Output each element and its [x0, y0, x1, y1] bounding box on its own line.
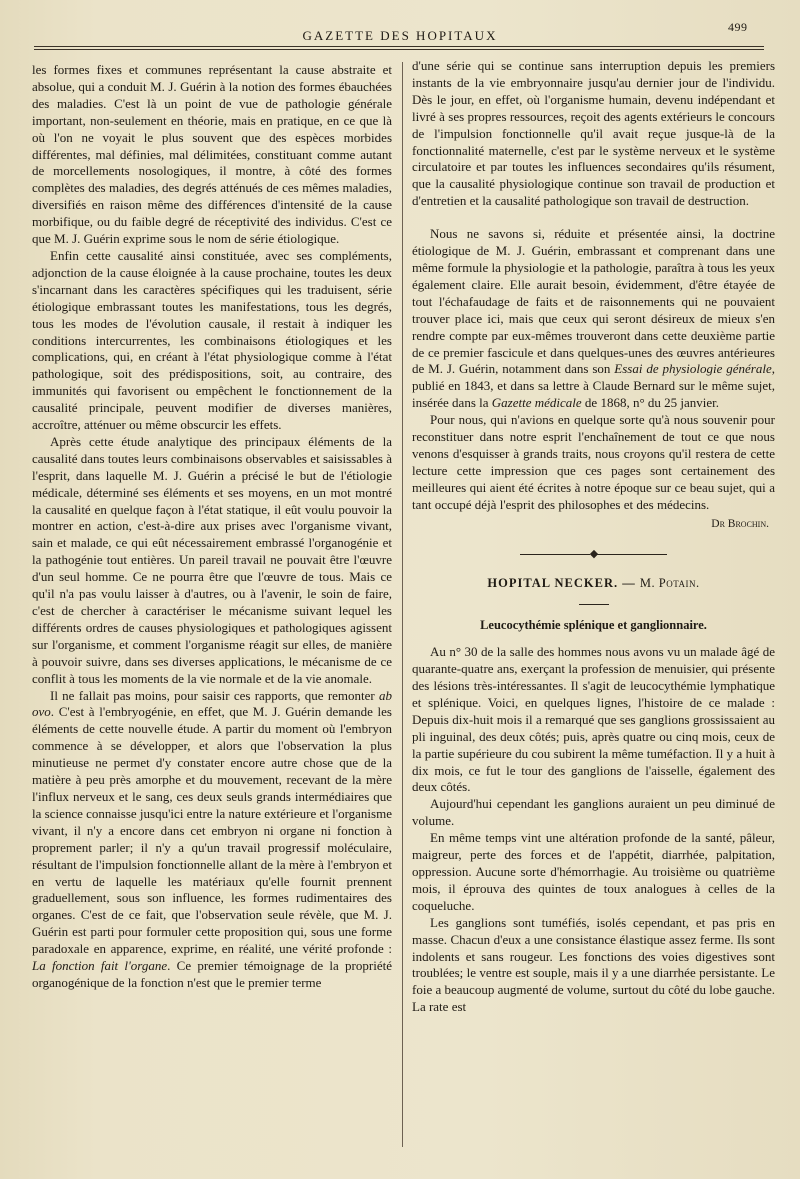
article-subheading: Leucocythémie splénique et ganglionnaire. [480, 618, 707, 633]
section-title [412, 575, 775, 592]
ornament-line [520, 554, 590, 555]
section-title-text: HOPITAL NECKER. — [487, 576, 640, 591]
paragraph: d'une série qui se continue sans interruption depuis les premiers instants de la vie embryonnaire jusqu'au dernier jour de l'individu. Dès le jour, en effet, où l'organisme humain, devenu indépendant et livré à ses propres ressources, reçoit des agents extérieurs le concours de l'impulsion fonctionnelle qu'il avait reçue jusque-là de la fonctionnalité maternelle, c'est par le système nerveux et le système circulatoire et par toutes les influences secondaires qu'ils résument, que la causalité physiologique continue son travail de production et d'entretien et la causalité pathologique son travail de destruction. [412, 58, 775, 209]
paragraph: Au n° 30 de la salle des hommes nous avons vu un malade âgé de quarante-quatre ans, exerçant la profession de menuisier, qui présente des lésions très-intéressantes. Il s'agit de leucocythémie lymphatique et splénique. Voici, en quelques lignes, l'histoire de ce malade : Depuis dix-huit mois il a remarqué que ses ganglions grossissaient au pli inguinal, des deux côtés; puis, après quatre ou cinq mois, ceux de la partie supérieure du cou subirent la même tuméfaction. Il y a huit à dix mois, ce fut le tour des ganglions de l'aisselle, également des deux côtés. [412, 644, 775, 795]
paragraph: En même temps vint une altération profonde de la santé, pâleur, maigreur, perte des forces et de l'appétit, diarrhée, palpitation, oppression. Aucune sorte d'hémorrhagie. Au troisième ou quatrième mois, il éprouva des quintes de toux analogues à celles de la coqueluche. [412, 830, 775, 913]
italic-phrase: Essai de physiologie générale [614, 361, 772, 377]
right-column [412, 58, 775, 1016]
paragraph-text: Nous ne savons si, réduite et présentée ainsi, la doctrine étiologique de M. J. Guérin, embrassant et comprenant dans une même formule la physiologie et la pathologie, paraîtra à tous les yeux également claire. Elle aurait besoin, évidemment, d'être étayée de tout l'échafaudage de faits et de raisonnements qui ne pouvaient trouver place ici, mais que ceux qui seront désireux de mieux s'en rendre compte par eux-mêmes trouveront dans cette deuxième partie de ce premier fascicule et dans quelques-unes des œuvres antérieures de M. J. Guérin, notamment dans son [412, 226, 775, 377]
paragraph [412, 226, 775, 412]
paragraph [32, 688, 392, 992]
column-divider [402, 62, 403, 1147]
paragraph: les formes fixes et communes représentant la cause abstraite et absolue, qui a conduit M. J. Guérin à la notion des formes ébauchées des maladies. C'est là un point de vue de pathologie générale important, non-seulement en théorie, mais en pratique, en ce que là où l'on ne voyait le plus souvent que des espèces morbides différentes, mal définies, mal délimitées, constituant comme autant de morcellements nosologiques, il montre, à côté des formes complètes des maladies, des degrés atténués de ces mêmes maladies, diversifiés en raison même des différences d'intensité de la cause morbifique, ou du faible degré de réceptivité des individus. C'est ce que M. J. Guérin exprime sous le nom de série étiologique. [32, 62, 392, 247]
paragraph-text: Il ne fallait pas moins, pour saisir ces rapports, que remonter [50, 687, 375, 703]
paragraph-text: . Ce premier témoignage de la propriété organogénique de la fonction n'est que le premier terme [32, 958, 392, 990]
author-signature: Dr Brochin. [711, 517, 769, 530]
paragraph: Enfin cette causalité ainsi constituée, avec ses compléments, adjonction de la cause éloignée à la cause prochaine, toutes les deux s'incarnant dans les caractères spécifiques qui les traduisent, série étiologique embrassant toutes les manifestations, tous les degrés, tous les modes de l'évolution causale, il restait à indiquer les conditions intercurrentes, les combinaisons étiologiques et les complications, qui, en créant à l'état physiologique comme à l'état pathologique, soit des prédispositions, soit, au contraire, des immunités qui favorisent ou empêchent le fonctionnement de la causalité principale, peuvent modifier de diverses manières, accroître, atténuer ou même obscurcir les effets. [32, 247, 392, 433]
paragraph: Pour nous, qui n'avions en quelque sorte qu'à nous souvenir pour reconstituer dans notre esprit l'enchaînement de tout ce que nous venons d'esquisser à grands traits, nous croyons qu'il restera de cette lecture cette impression que ces pages sont certainement des meilleures qui aient été écrites à notre époque sur ce beau sujet, qui a tant occupé déjà l'esprit des philosophes et des médecins. [412, 412, 775, 512]
short-rule [579, 604, 609, 605]
section-ornament: ◆ [412, 546, 775, 563]
italic-phrase: ab ovo [32, 687, 392, 720]
paragraph: Après cette étude analytique des principaux éléments de la causalité dans toutes leurs combinaisons observables et saisissables à l'esprit, dans laquelle M. J. Guérin a précisé le but de l'étiologie médicale, déterminé ses éléments et ses moyens, en un mot montré la causalité en quelque façon à l'état statique, il eût voulu pouvoir la montrer en action, c'est-à-dire aux prises avec l'organisme vivant, sain et malade, ce qui eût nécessairement embrassé l'organogénie et la pathogénie tout entières. Un pareil travail ne pouvait être l'œuvre d'un seul homme. Ce ne pourra être que l'œuvre de tous. Mais ce qu'il n'a pas voulu laisser à d'autres, ou à l'avenir, le soin de faire, c'est de chercher à caractériser le mécanisme suivant lequel les différents ordres de causes physiologiques et pathologiques agissent sur l'organisme, et comment l'organisme réagit sur elles, de manière à pouvoir suivre, dans ses diverses applications, le mécanisme de ce conflit à tous les moments de la vie normale et de la vie anomale. [32, 433, 392, 686]
paragraph: Aujourd'hui cependant les ganglions auraient un peu diminué de volume. [412, 796, 775, 829]
italic-phrase: Gazette médicale [491, 395, 582, 411]
page-number: 499 [728, 20, 748, 34]
italic-phrase: La fonction fait l'organe [32, 958, 168, 974]
paragraph-text: . C'est à l'embryogénie, en effet, que M. J. Guérin demande les éléments de cette nouvelle étude. A partir du moment où l'embryon commence à se développer, et alors que l'observation la plus minutieuse ne permet d'y constater encore autre chose que de la matière à peu près amorphe et du mouvement, recevant de la mère l'influx nerveux et le sang, ces deux seuls grands intermédiaires que la science connaisse jusqu'ici entre la nature extérieure et l'organisme vivant, il n'y a encore dans cet embryon ni organe ni fonction à proprement parler; il n'y a qu'un travail progressif moléculaire, résultant de l'impulsion fonctionnelle allant de la mère à l'embryon et en vertu de laquelle les matériaux qu'elle fournit prennent graduellement, sous son influence, les formes rudimentaires des organes. C'est de ce fait, que l'observation seule révèle, que M. J. Guérin est parti pour formuler cette proposition qui, sous une forme paradoxale en apparence, exprime, en réalité, une vérité profonde : [32, 704, 392, 957]
ornament-line [597, 554, 667, 555]
paragraph-text: , publié en 1843, et dans sa lettre à Claude Bernard sur le même sujet, insérée dans la [412, 361, 776, 411]
section-author: M. Potain. [639, 576, 700, 591]
header-rule [34, 46, 764, 50]
paragraph-text: de 1868, n° du 25 janvier. [584, 395, 720, 411]
paragraph: Les ganglions sont tuméfiés, isolés cependant, et pas pris en masse. Chacun d'eux a une consistance élastique assez ferme. Ils sont indolents et sans rougeur. Les fonctions des voies digestives sont troublées; le ventre est souple, mais il y a une diarrhée persistante. Le foie a beaucoup augmenté de volume, surtout du côté du lobe gauche. La rate est [412, 914, 775, 1015]
left-column [32, 62, 392, 992]
running-head: GAZETTE DES HOPITAUX [302, 28, 498, 43]
